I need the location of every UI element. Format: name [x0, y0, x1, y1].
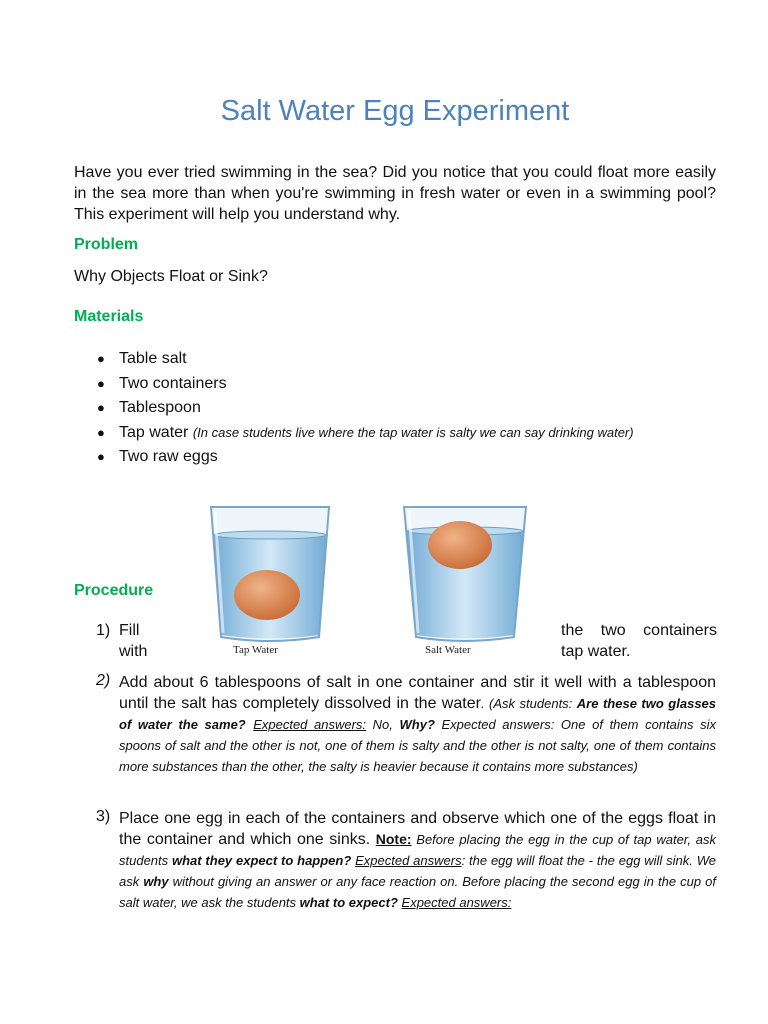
- problem-text: Why Objects Float or Sink?: [74, 268, 268, 285]
- step-2-number: 2): [96, 672, 111, 689]
- intro-paragraph: Have you ever tried swimming in the sea? Did you notice that you could float more easily in the sea more than when you're swimming in fresh water or even in a swimming pool? This experiment will help you understand why.: [74, 164, 716, 223]
- bullet-icon: ●: [97, 375, 105, 391]
- step-3-number: 3): [96, 808, 111, 825]
- step-1-number: 1): [96, 622, 111, 639]
- tap-water-note: (In case students live where the tap water is salty we can say drinking water): [192, 424, 634, 440]
- step-1-text-right-2: tap water.: [561, 643, 631, 660]
- step-1-text-right: the two containers: [561, 622, 717, 639]
- list-item: ● Tablespoon: [96, 397, 634, 422]
- bullet-icon: ●: [97, 351, 105, 366]
- procedure-heading: Procedure: [74, 582, 154, 599]
- step-1-with: with: [119, 643, 148, 660]
- list-item: ● Two containers: [96, 373, 634, 398]
- tap-water-caption: Tap Water: [233, 644, 278, 656]
- step-2: 2) Add about 6 tablespoons of salt in one container and stir it well with a tablespoon until the salt has completely dissolved in the water. (Ask students: Are these two glasses of water the same? Expected answers: No, Why? Expected answers: One of them contains six spoons of salt and the other is not, one of them is salty and the other is not salty, one of them contains more substances than the other, the salty is heavier because it contains more substances): [96, 672, 717, 774]
- list-item: ● Tap water (In case students live where the tap water is salty we can say drinking water): [96, 422, 634, 447]
- list-item: ● Two raw eggs: [96, 446, 634, 471]
- salt-water-caption: Salt Water: [425, 644, 471, 656]
- tap-water-glass-image: [205, 505, 335, 645]
- step-1-fill: Fill: [119, 622, 140, 639]
- salt-water-glass-image: [400, 505, 530, 645]
- bullet-icon: ●: [97, 400, 105, 415]
- bullet-icon: ●: [97, 424, 105, 440]
- page-title: Salt Water Egg Experiment: [220, 95, 570, 127]
- list-item: ● Table salt: [96, 348, 634, 373]
- materials-heading: Materials: [74, 308, 144, 325]
- bullet-icon: ●: [97, 449, 105, 464]
- problem-heading: Problem: [74, 236, 139, 253]
- step-3: 3) Place one egg in each of the containers and observe which one of the eggs float in the container and which one sinks. Note: Before placing the egg in the cup of tap water, ask students what they expect to happen? Expected answers: the egg will float the - the egg will sink. We ask why without giving an answer or any face reaction on. Before placing the second egg in the cup of salt water, we ask the students what to expect? Expected answers:: [96, 808, 717, 910]
- materials-list: [96, 348, 634, 471]
